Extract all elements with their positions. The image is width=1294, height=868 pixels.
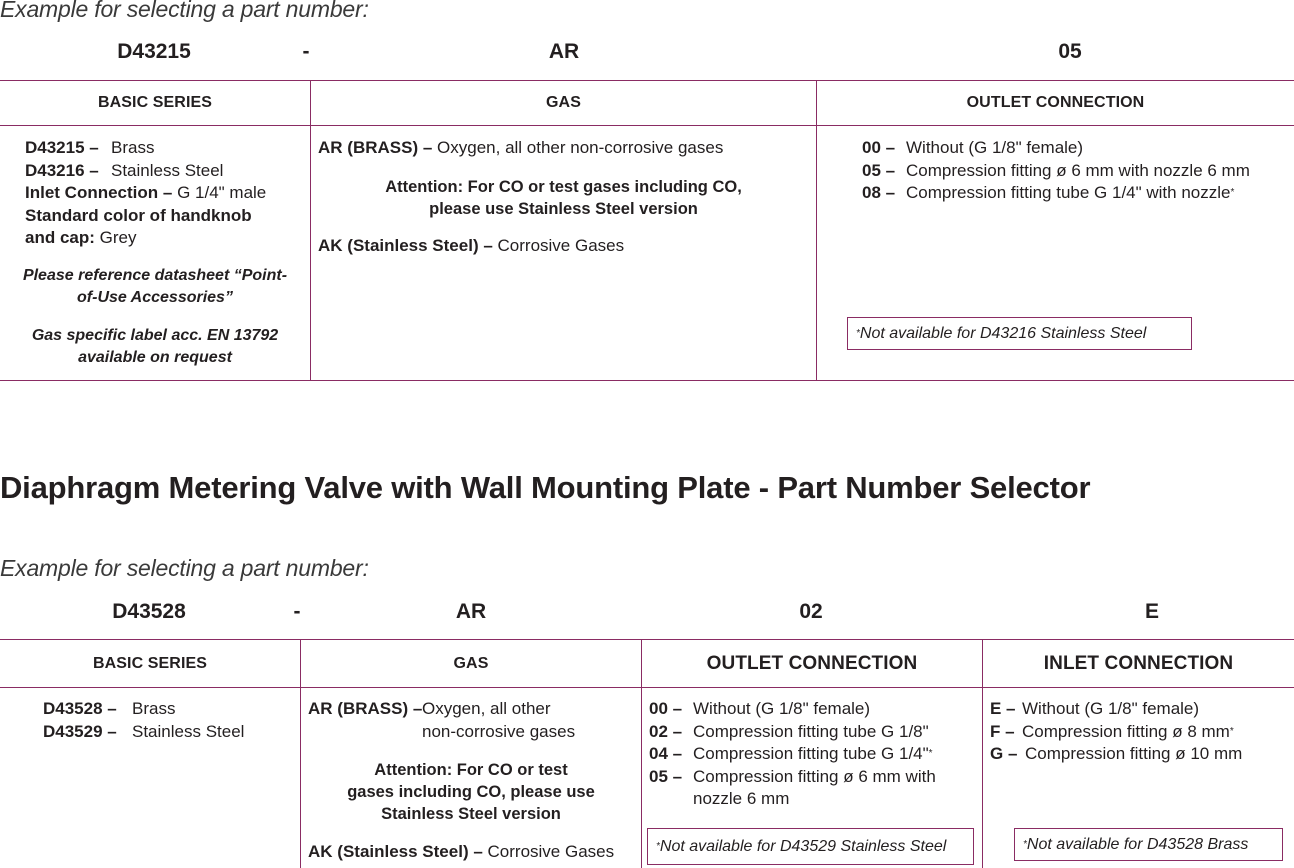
list-item: D43529 – Stainless Steel xyxy=(43,721,245,741)
example-label: Example for selecting a part number: xyxy=(0,555,369,581)
gas-ak: AK (Stainless Steel) – Corrosive Gases xyxy=(318,236,625,255)
header-outlet-connection: OUTLET CONNECTION xyxy=(966,94,1145,111)
gas-ak: AK (Stainless Steel) – Corrosive Gases xyxy=(308,842,615,861)
inlet-cell xyxy=(990,698,1292,766)
part-number-gas: AR xyxy=(548,40,580,63)
basic-series-cell xyxy=(25,137,305,250)
part-number-dash: - xyxy=(302,40,310,63)
footnote-box: * Not available for D43528 Brass xyxy=(1014,828,1283,861)
list-item: 00 – Without (G 1/8" female) xyxy=(649,699,871,718)
part-number-series: D43215 xyxy=(117,40,191,63)
list-item: 05 – Compression fitting ø 6 mm with nozzle 6 mm xyxy=(862,160,1250,180)
header-gas: GAS xyxy=(453,654,489,672)
gas-cell: AR (BRASS) – Oxygen, all other non-corrosive gases xyxy=(308,698,638,743)
part-number-gas: AR xyxy=(455,600,487,623)
list-item: 05 – Compression fitting ø 6 mm with xyxy=(649,766,936,786)
list-item: 08 – Compression fitting tube G 1/4" with nozzle * xyxy=(862,183,1235,202)
attention-note: Attention: For CO or test gases including CO, please use Stainless Steel version xyxy=(347,761,595,823)
outlet-cell: 00 – Without (G 1/8" female) 02 – Compression fitting tube G 1/8" 04 – Compression fitting tube G 1/4" * 05 – Compression fitting ø 6 mm with nozzle 6 mm xyxy=(649,698,979,811)
list-item: 04 – Compression fitting tube G 1/4" * xyxy=(649,744,933,763)
footnote-box: * Not available for D43529 Stainless Steel xyxy=(647,828,974,865)
footnote-box: * Not available for D43216 Stainless Steel xyxy=(847,317,1192,350)
list-item: 02 – Compression fitting tube G 1/8" xyxy=(649,721,929,741)
color-value: and cap: Grey xyxy=(25,228,137,247)
part-number-series: D43528 xyxy=(112,600,186,623)
list-item: 00 – Without (G 1/8" female) xyxy=(862,138,1084,157)
column-divider xyxy=(310,80,311,380)
label-note: Gas specific label acc. EN 13792 available on request xyxy=(31,327,279,366)
list-item: E – Without (G 1/8" female) xyxy=(990,699,1200,718)
outlet-cell xyxy=(862,137,1292,205)
header-basic-series: BASIC SERIES xyxy=(97,94,213,111)
list-item: D43528 – Brass xyxy=(43,699,176,718)
reference-note: Please reference datasheet “Point- of-Use Accessories” xyxy=(22,267,288,306)
table-rule-bottom xyxy=(0,380,1294,381)
list-item: F – Compression fitting ø 8 mm * xyxy=(990,721,1234,741)
page-title: Diaphragm Metering Valve with Wall Mounting Plate - Part Number Selector xyxy=(0,470,1091,505)
inlet-connection: Inlet Connection – G 1/4" male xyxy=(25,183,267,202)
table-rule-header xyxy=(0,125,1294,126)
list-item: D43216 – Stainless Steel xyxy=(25,160,224,180)
header-inlet-connection: INLET CONNECTION xyxy=(1043,652,1234,674)
example-label: Example for selecting a part number: xyxy=(0,0,369,22)
header-outlet-connection: OUTLET CONNECTION xyxy=(706,652,918,674)
part-number-outlet: 05 xyxy=(1058,40,1082,63)
header-gas: GAS xyxy=(546,94,581,111)
gas-ar: AR (BRASS) – Oxygen, all other xyxy=(308,699,551,718)
attention-note: Attention: For CO or test gases including CO, please use Stainless Steel version xyxy=(385,178,742,218)
color-label: Standard color of handknob xyxy=(25,205,252,225)
table-rule-header xyxy=(0,687,1294,688)
column-divider xyxy=(816,80,817,380)
header-basic-series: BASIC SERIES xyxy=(92,654,208,672)
list-item: D43215 – Brass xyxy=(25,138,155,157)
part-number-dash: - xyxy=(293,600,301,623)
list-item: G – Compression fitting ø 10 mm xyxy=(990,744,1243,763)
gas-ar: AR (BRASS) – Oxygen, all other non-corrosive gases xyxy=(318,138,724,157)
part-number-inlet: E xyxy=(1144,600,1160,623)
part-number-outlet: 02 xyxy=(799,600,823,623)
basic-series-cell xyxy=(43,698,298,743)
gas-cell xyxy=(318,137,813,160)
